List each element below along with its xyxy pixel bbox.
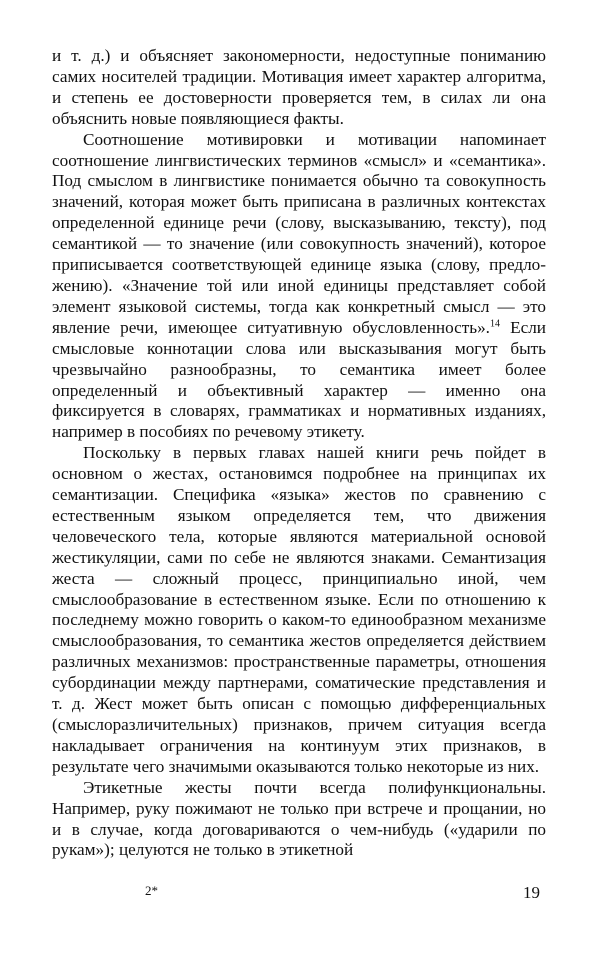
paragraph-3: Поскольку в первых главах нашей книги речь пойдет в основном о жестах, остановимся подробнее на принципах их семантизации. Специфика «языка» жестов по сравнению с естественным языком определяется тем, что движения человеческого тела, которые являются материальной основой жестикуляции, сами по себе не являются знаками. Семантизация жеста — сложный процесс, принципиально иной, чем смыслообразование в естественном языке. Если по отношению к последнему можно говорить о каком-то единообразном механизме смыслообразования, то семантика жестов определяется действием различных механизмов: пространственные параметры, отношения субординации между партнерами, соматические представления и т. д. Жест может быть описан с помощью дифференциальных (смыслоразличительных) признаков, причем ситуация всегда накладывает ограничения на континуум этих признаков, в результате чего значимыми оказываются только некоторые из них.	[52, 443, 546, 776]
footnote-reference[interactable]: 14	[489, 318, 500, 330]
page-number: 19	[523, 883, 540, 902]
page-body	[52, 46, 546, 861]
paragraph-2-text-after-note: Если смысловые коннотации слова или высказывания могут быть чрезвычайно разнообразны, то семантика имеет более определенный и объективный характер — именно она фиксируется в словарях, грамматиках и нормативных изданиях, например в пособиях по речевому этикету.	[52, 317, 546, 442]
signature-mark: 2*	[145, 883, 158, 898]
page-footer	[0, 883, 600, 907]
paragraph-2-text-before-note: Соотношение мотивировки и мотивации напоминает соотношение лингвистических терминов «смысл» и «семантика». Под смыслом в лингвистике понимается обычно та совокупность значений, которая может быть приписана в различных контекстах определенной единице речи (слову, высказыванию, тексту), под семантикой — то значение (или совокупность значений), которое приписывается соответствующей единице языка (слову, предложению). «Значение той или иной единицы представляет собой элемент языковой системы, тогда как конкретный смысл — это явление речи, имеющее ситуативную обусловленность».	[52, 129, 546, 337]
paragraph-2	[52, 130, 546, 444]
paragraph-1: и т. д.) и объясняет закономерности, недоступные пониманию самих носителей традиции. Мотивация имеет характер алгоритма, и степень ее достоверности проверяется тем, в силах ли она объяснить новые появляющиеся факты.	[52, 46, 546, 128]
paragraph-4: Этикетные жесты почти всегда полифункциональны. Например, руку пожимают не только при встрече и прощании, но и в случае, когда договариваются о чем-нибудь («ударили по рукам»); целуются не только в этикетной	[52, 777, 546, 860]
